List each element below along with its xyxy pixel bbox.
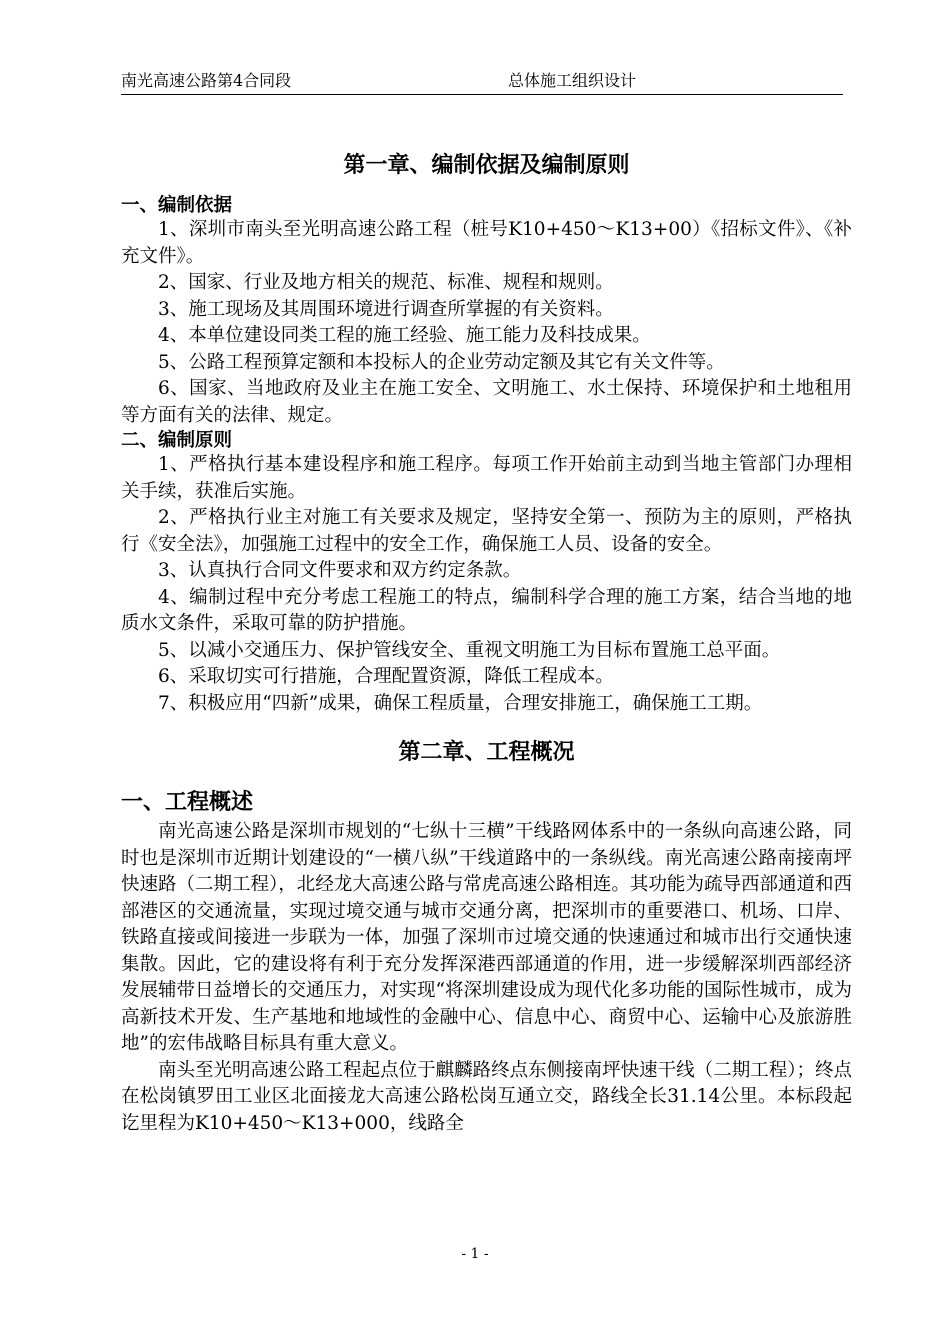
section-basis-title: 一、编制依据 [121, 195, 233, 216]
page-number: - 1 - [461, 1246, 489, 1262]
header-project-name: 南光高速公路第4合同段 [121, 71, 292, 90]
chapter1-title: 第一章、编制依据及编制原则 [343, 152, 630, 178]
basis-item-2: 2、国家、行业及地方相关的规范、标准、规程和规则。 [158, 272, 614, 293]
principle-item-3: 3、认真执行合同文件要求和双方约定条款。 [158, 560, 522, 581]
basis-item-5: 5、公路工程预算定额和本投标人的企业劳动定额及其它有关文件等。 [158, 351, 725, 373]
header-document-title: 总体施工组织设计 [508, 71, 637, 90]
principle-item-1: 1、严格执行基本建设程序和施工程序。每项工作开始前主动到当地主管部门办理相关手续，获准后实施。 [121, 454, 852, 502]
overview-paragraph-1: 南光高速公路是深圳市规划的“七纵十三横”干线路网体系中的一条纵向高速公路，同时也是深圳市近期计划建设的“一横八纵”干线道路中的一条纵线。南光高速公路南接南坪快速路（二期工程），北经龙大高速公路与常虎高速公路相连。其功能为疏导西部通道和西部港区的交通流量，实现过境交通与城市交通分离，把深圳市的重要港口、机场、口岸、铁路直接或间接进一步联为一体，加强了深圳市过境交通的快速通过和城市出行交通快速集散。因此，它的建设将有利于充分发挥深港西部通道的作用，进一步缓解深圳西部经济发展辅带日益增长的交通压力，对实现“将深圳建设成为现代化多功能的国际性城市，成为高新技术开发、生产基地和地域性的金融中心、信息中心、商贸中心、运输中心及旅游胜地”的宏伟战略目标具有重大意义。 [121, 821, 852, 1054]
chapter2-title: 第二章、工程概况 [398, 739, 575, 765]
basis-item-6: 6、国家、当地政府及业主在施工安全、文明施工、水土保持、环境保护和土地租用等方面有关的法律、规定。 [121, 378, 852, 426]
page-header [121, 70, 843, 95]
section-principles-title: 二、编制原则 [121, 430, 233, 451]
basis-item-3: 3、施工现场及其周围环境进行调查所掌握的有关资料。 [158, 298, 614, 320]
page-content [121, 150, 852, 1137]
principle-item-4: 4、编制过程中充分考虑工程施工的特点，编制科学合理的施工方案，结合当地的地质水文条件，采取可靠的防护措施。 [121, 586, 852, 634]
section-overview-title: 一、工程概述 [121, 789, 254, 815]
principle-item-7: 7、积极应用“四新”成果，确保工程质量，合理安排施工，确保施工工期。 [158, 692, 763, 714]
principle-item-5: 5、以减小交通压力、保护管线安全、重视文明施工为目标布置施工总平面。 [158, 639, 781, 661]
basis-item-1: 1、深圳市南头至光明高速公路工程（桩号K10+450～K13+00）《招标文件》、《补充文件》。 [121, 219, 852, 267]
principle-item-6: 6、采取切实可行措施，合理配置资源，降低工程成本。 [158, 666, 614, 687]
basis-item-4: 4、本单位建设同类工程的施工经验、施工能力及科技成果。 [158, 325, 651, 346]
overview-paragraph-2: 南头至光明高速公路工程起点位于麒麟路终点东侧接南坪快速干线（二期工程）；终点在松岗镇罗田工业区北面接龙大高速公路松岗互通立交，路线全长31.14公里。本标段起讫里程为K10+450～K13+000，线路全 [121, 1059, 852, 1134]
principle-item-2: 2、严格执行业主对施工有关要求及规定，坚持安全第一、预防为主的原则，严格执行《安全法》，加强施工过程中的安全工作，确保施工人员、设备的安全。 [121, 507, 852, 555]
